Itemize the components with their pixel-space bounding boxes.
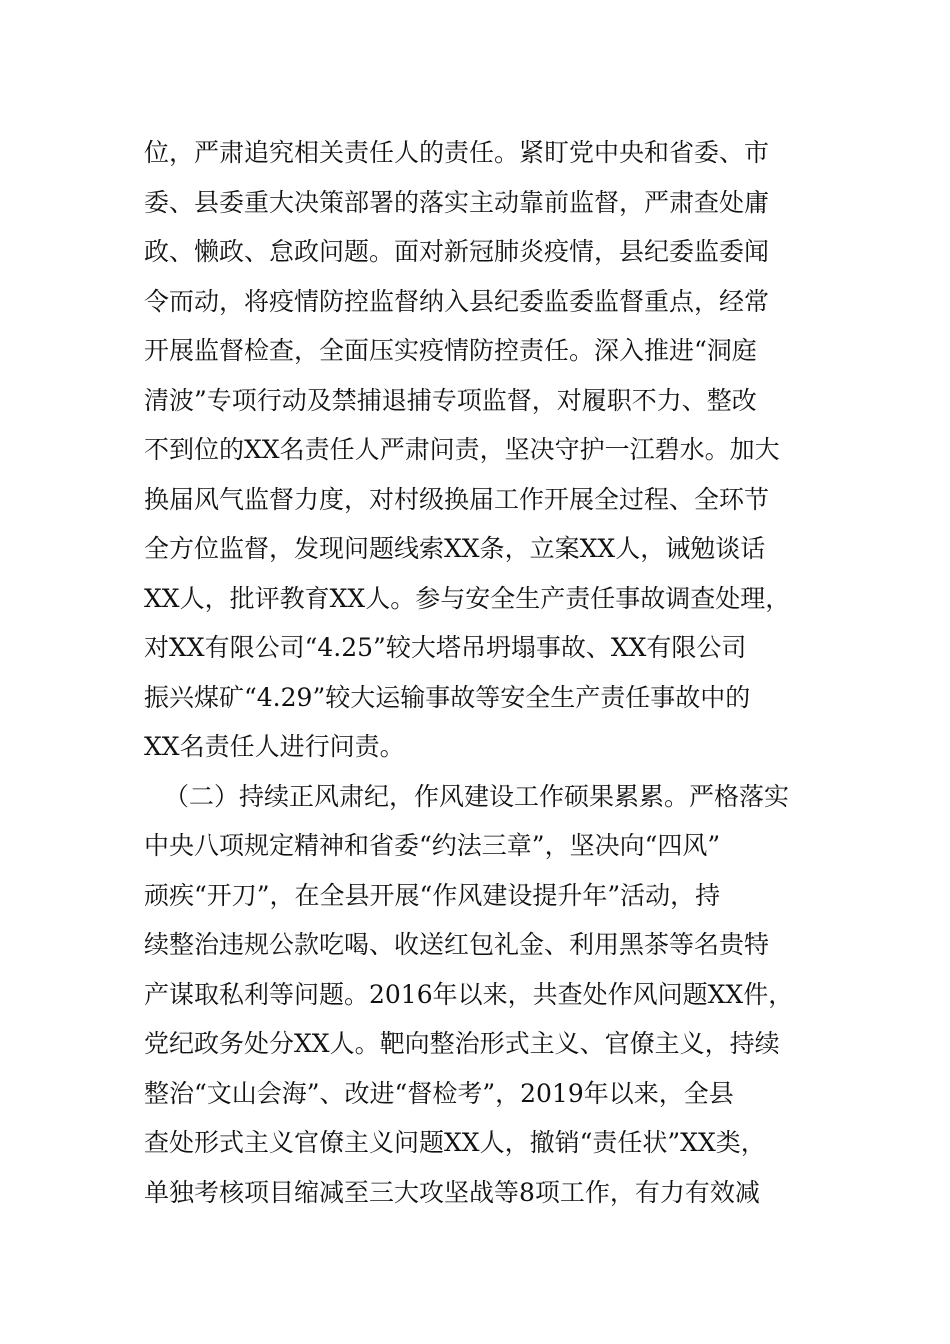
paragraph-line: 不到位的XX名责任人严肃问责，坚决守护一江碧水。加大	[144, 435, 780, 464]
paragraph-line: 换届风气监督力度，对村级换届工作开展全过程、全环节	[144, 484, 770, 514]
paragraph-line: 全方位监督，发现问题线索XX条，立案XX人，诫勉谈话	[144, 534, 766, 563]
paragraph-line: （二）持续正风肃纪，作风建设工作硕果累累。严格落实	[164, 781, 790, 811]
paragraph-line: 振兴煤矿“4.29”较大运输事故等安全生产责任事故中的	[144, 682, 751, 712]
document-body	[144, 128, 844, 1217]
paragraph-2	[144, 772, 844, 1218]
paragraph-line: 清波”专项行动及禁捕退捕专项监督，对履职不力、整改	[144, 385, 757, 415]
paragraph-line: 对XX有限公司“4.25”较大塔吊坍塌事故、XX有限公司	[144, 633, 747, 662]
paragraph-line: 整治“文山会海”、改进“督检考”，2019年以来，全县	[144, 1078, 734, 1108]
paragraph-line: 续整治违规公款吃喝、收送红包礼金、利用黑茶等名贵特	[144, 930, 770, 959]
paragraph-1	[144, 128, 844, 772]
paragraph-line: 党纪政务处分XX人。靶向整治形式主义、官僚主义，持续	[144, 1029, 780, 1058]
paragraph-line: XX名责任人进行问责。	[144, 732, 405, 761]
paragraph-line: 顽疾“开刀”，在全县开展“作风建设提升年”活动，持	[144, 880, 721, 910]
paragraph-line: 令而动，将疫情防控监督纳入县纪委监委监督重点，经常	[144, 286, 770, 316]
paragraph-line: XX人，批评教育XX人。参与安全生产责任事故调查处理，	[144, 583, 791, 613]
paragraph-line: 政、懒政、怠政问题。面对新冠肺炎疫情，县纪委监委闻	[144, 237, 770, 266]
paragraph-line: 中央八项规定精神和省委“约法三章”，坚决向“四风”	[144, 831, 721, 860]
paragraph-line: 产谋取私利等问题。2016年以来，共查处作风问题XX件，	[144, 979, 794, 1009]
paragraph-line: 开展监督检查，全面压实疫情防控责任。深入推进“洞庭	[144, 336, 757, 365]
paragraph-line: 位，严肃追究相关责任人的责任。紧盯党中央和省委、市	[144, 138, 770, 167]
paragraph-line: 委、县委重大决策部署的落实主动靠前监督，严肃查处庸	[144, 187, 770, 217]
paragraph-line: 查处形式主义官僚主义问题XX人，撤销“责任状”XX类，	[144, 1128, 766, 1157]
paragraph-line: 单独考核项目缩减至三大攻坚战等8项工作，有力有效减	[144, 1177, 760, 1207]
